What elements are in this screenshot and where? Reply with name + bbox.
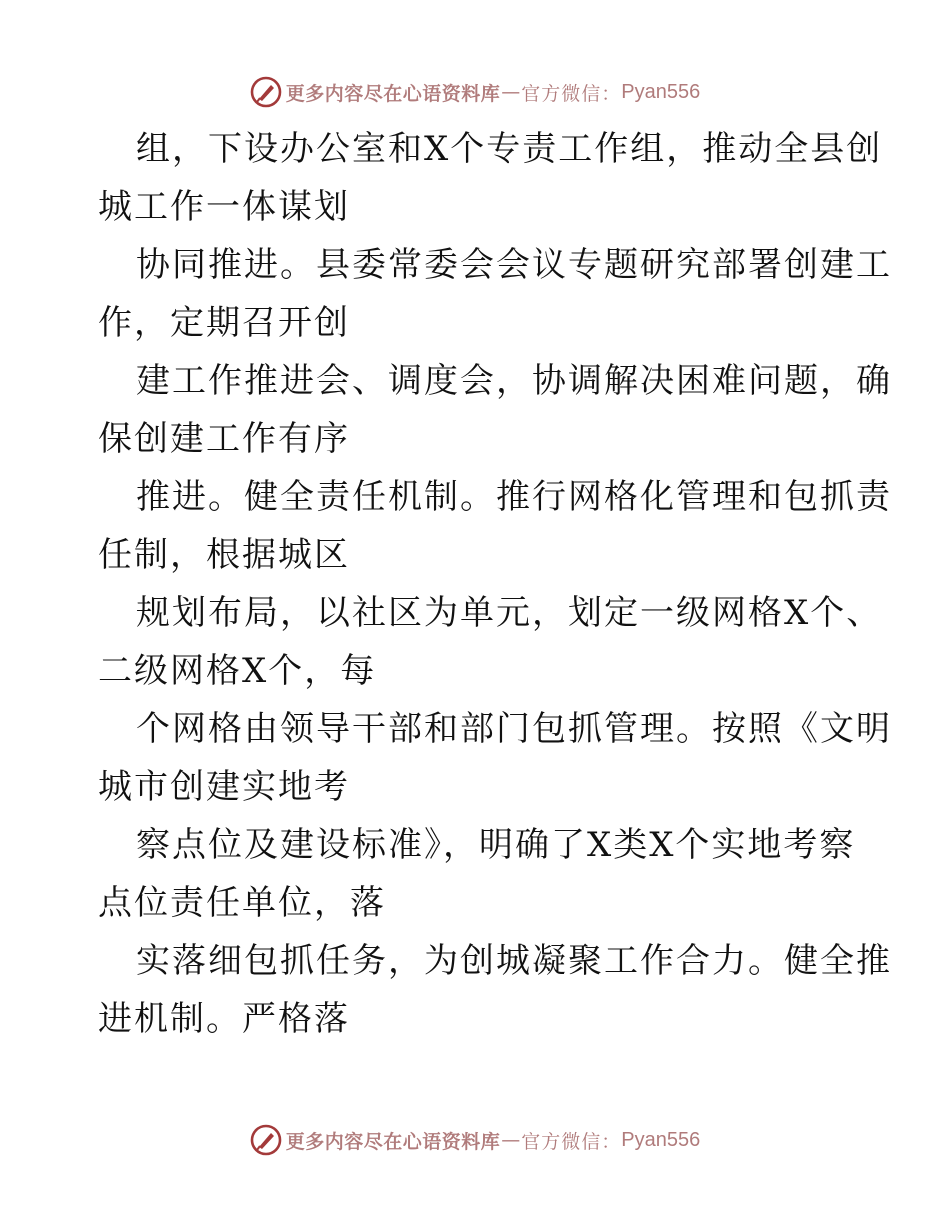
watermark-separator: —: [501, 81, 521, 103]
body-line: 察点位及建设标准》，明确了X类X个实地考察: [136, 825, 856, 865]
watermark-handle: Pyan556: [621, 1128, 701, 1151]
watermark-official-label: 官方微信：: [521, 1130, 622, 1153]
body-line: 实落细包抓任务，为创城凝聚工作合力。健全推: [136, 941, 892, 981]
body-line: 城市创建实地考: [98, 767, 350, 807]
body-line: 进机制。严格落: [98, 999, 350, 1039]
body-line: 规划布局，以社区为单元，划定一级网格X个、: [136, 593, 883, 633]
document-body: [98, 120, 892, 1048]
body-line: 城工作一体谋划: [98, 187, 350, 227]
body-line: 协同推进。县委常委会会议专题研究部署创建工: [136, 245, 892, 285]
watermark-separator: —: [501, 1129, 521, 1151]
body-line: 点位责任单位，落: [98, 883, 386, 923]
body-line: 个网格由领导干部和部门包抓管理。按照《文明: [136, 709, 892, 749]
body-line: 二级网格X个，每: [98, 651, 377, 691]
body-line: 任制，根据城区: [98, 535, 350, 575]
watermark-handle: Pyan556: [621, 80, 701, 103]
body-line: 作，定期召开创: [98, 303, 350, 343]
quill-logo-icon: [250, 76, 282, 108]
watermark-brand: 更多内容尽在心语资料库: [285, 82, 501, 105]
quill-logo-icon: [250, 1124, 282, 1156]
watermark-official-label: 官方微信：: [521, 82, 622, 105]
body-line: 推进。健全责任机制。推行网格化管理和包抓责: [136, 477, 892, 517]
body-line: 建工作推进会、调度会，协调解决困难问题，确: [136, 361, 892, 401]
body-line: 保创建工作有序: [98, 419, 350, 459]
header-watermark: [0, 72, 950, 112]
footer-watermark: [0, 1120, 950, 1160]
watermark-brand: 更多内容尽在心语资料库: [285, 1130, 501, 1153]
body-line: 组，下设办公室和X个专责工作组，推动全县创: [136, 129, 883, 169]
